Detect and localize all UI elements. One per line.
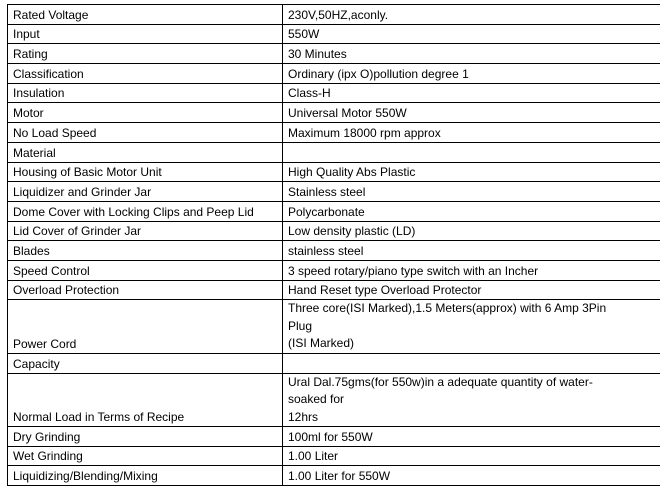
table-row	[8, 201, 660, 221]
row-value: 100ml for 550W	[283, 427, 660, 447]
row-value: 1.00 Liter	[283, 446, 660, 466]
row-label: Dry Grinding	[8, 427, 283, 447]
table-row	[8, 24, 660, 44]
table-row	[8, 427, 660, 447]
table-row	[8, 300, 660, 354]
row-value	[283, 373, 660, 427]
table-row	[8, 142, 660, 162]
row-value: Hand Reset type Overload Protector	[283, 280, 660, 300]
table-row	[8, 103, 660, 123]
row-label: No Load Speed	[8, 123, 283, 143]
value-line: 12hrs	[288, 409, 319, 424]
row-value	[283, 142, 660, 162]
row-label: Overload Protection	[8, 280, 283, 300]
row-value: Stainless steel	[283, 182, 660, 202]
row-label: Classification	[8, 64, 283, 84]
row-label: Insulation	[8, 83, 283, 103]
table-row	[8, 353, 660, 373]
row-value: stainless steel	[283, 241, 660, 261]
row-label: Blades	[8, 241, 283, 261]
table-row	[8, 5, 660, 25]
row-label: Liquidizer and Grinder Jar	[8, 182, 283, 202]
row-label: Lid Cover of Grinder Jar	[8, 221, 283, 241]
specifications-table	[7, 4, 660, 486]
row-label: Rating	[8, 44, 283, 64]
row-label: Rated Voltage	[8, 5, 283, 25]
table-row	[8, 260, 660, 280]
row-value: Polycarbonate	[283, 201, 660, 221]
value-line: (ISI Marked)	[288, 336, 355, 351]
row-label: Power Cord	[8, 300, 283, 354]
table-row	[8, 446, 660, 466]
row-value: 1.00 Liter for 550W	[283, 466, 660, 486]
row-label: Normal Load in Terms of Recipe	[8, 373, 283, 427]
row-value: 550W	[283, 24, 660, 44]
row-value: 230V,50HZ,aconly.	[283, 5, 660, 25]
value-line: soaked for	[288, 392, 345, 406]
row-label: Capacity	[8, 353, 283, 373]
row-label: Dome Cover with Locking Clips and Peep Lid	[8, 201, 283, 221]
table-row	[8, 123, 660, 143]
row-label: Wet Grinding	[8, 446, 283, 466]
row-label: Input	[8, 24, 283, 44]
table-row	[8, 162, 660, 182]
table-row	[8, 83, 660, 103]
table-row	[8, 221, 660, 241]
table-row	[8, 280, 660, 300]
row-label: Material	[8, 142, 283, 162]
table-row	[8, 44, 660, 64]
value-line: Three core(ISI Marked),1.5 Meters(approx) with 6 Amp 3Pin	[288, 301, 607, 316]
table-row	[8, 241, 660, 261]
row-label: Housing of Basic Motor Unit	[8, 162, 283, 182]
table-row	[8, 182, 660, 202]
table-row	[8, 64, 660, 84]
table-row	[8, 466, 660, 486]
row-value	[283, 300, 660, 354]
row-value: 3 speed rotary/piano type switch with an Incher	[283, 260, 660, 280]
row-value: Class-H	[283, 83, 660, 103]
row-label: Motor	[8, 103, 283, 123]
row-value: Low density plastic (LD)	[283, 221, 660, 241]
value-line: Ural Dal.75gms(for 550w)in a adequate quantity of water-	[288, 374, 593, 389]
row-value	[283, 353, 660, 373]
row-value: 30 Minutes	[283, 44, 660, 64]
row-value: Ordinary (ipx O)pollution degree 1	[283, 64, 660, 84]
row-label: Speed Control	[8, 260, 283, 280]
table-row	[8, 373, 660, 427]
row-value: Universal Motor 550W	[283, 103, 660, 123]
row-value: High Quality Abs Plastic	[283, 162, 660, 182]
value-line: Plug	[288, 318, 313, 333]
row-value: Maximum 18000 rpm approx	[283, 123, 660, 143]
row-label: Liquidizing/Blending/Mixing	[8, 466, 283, 486]
